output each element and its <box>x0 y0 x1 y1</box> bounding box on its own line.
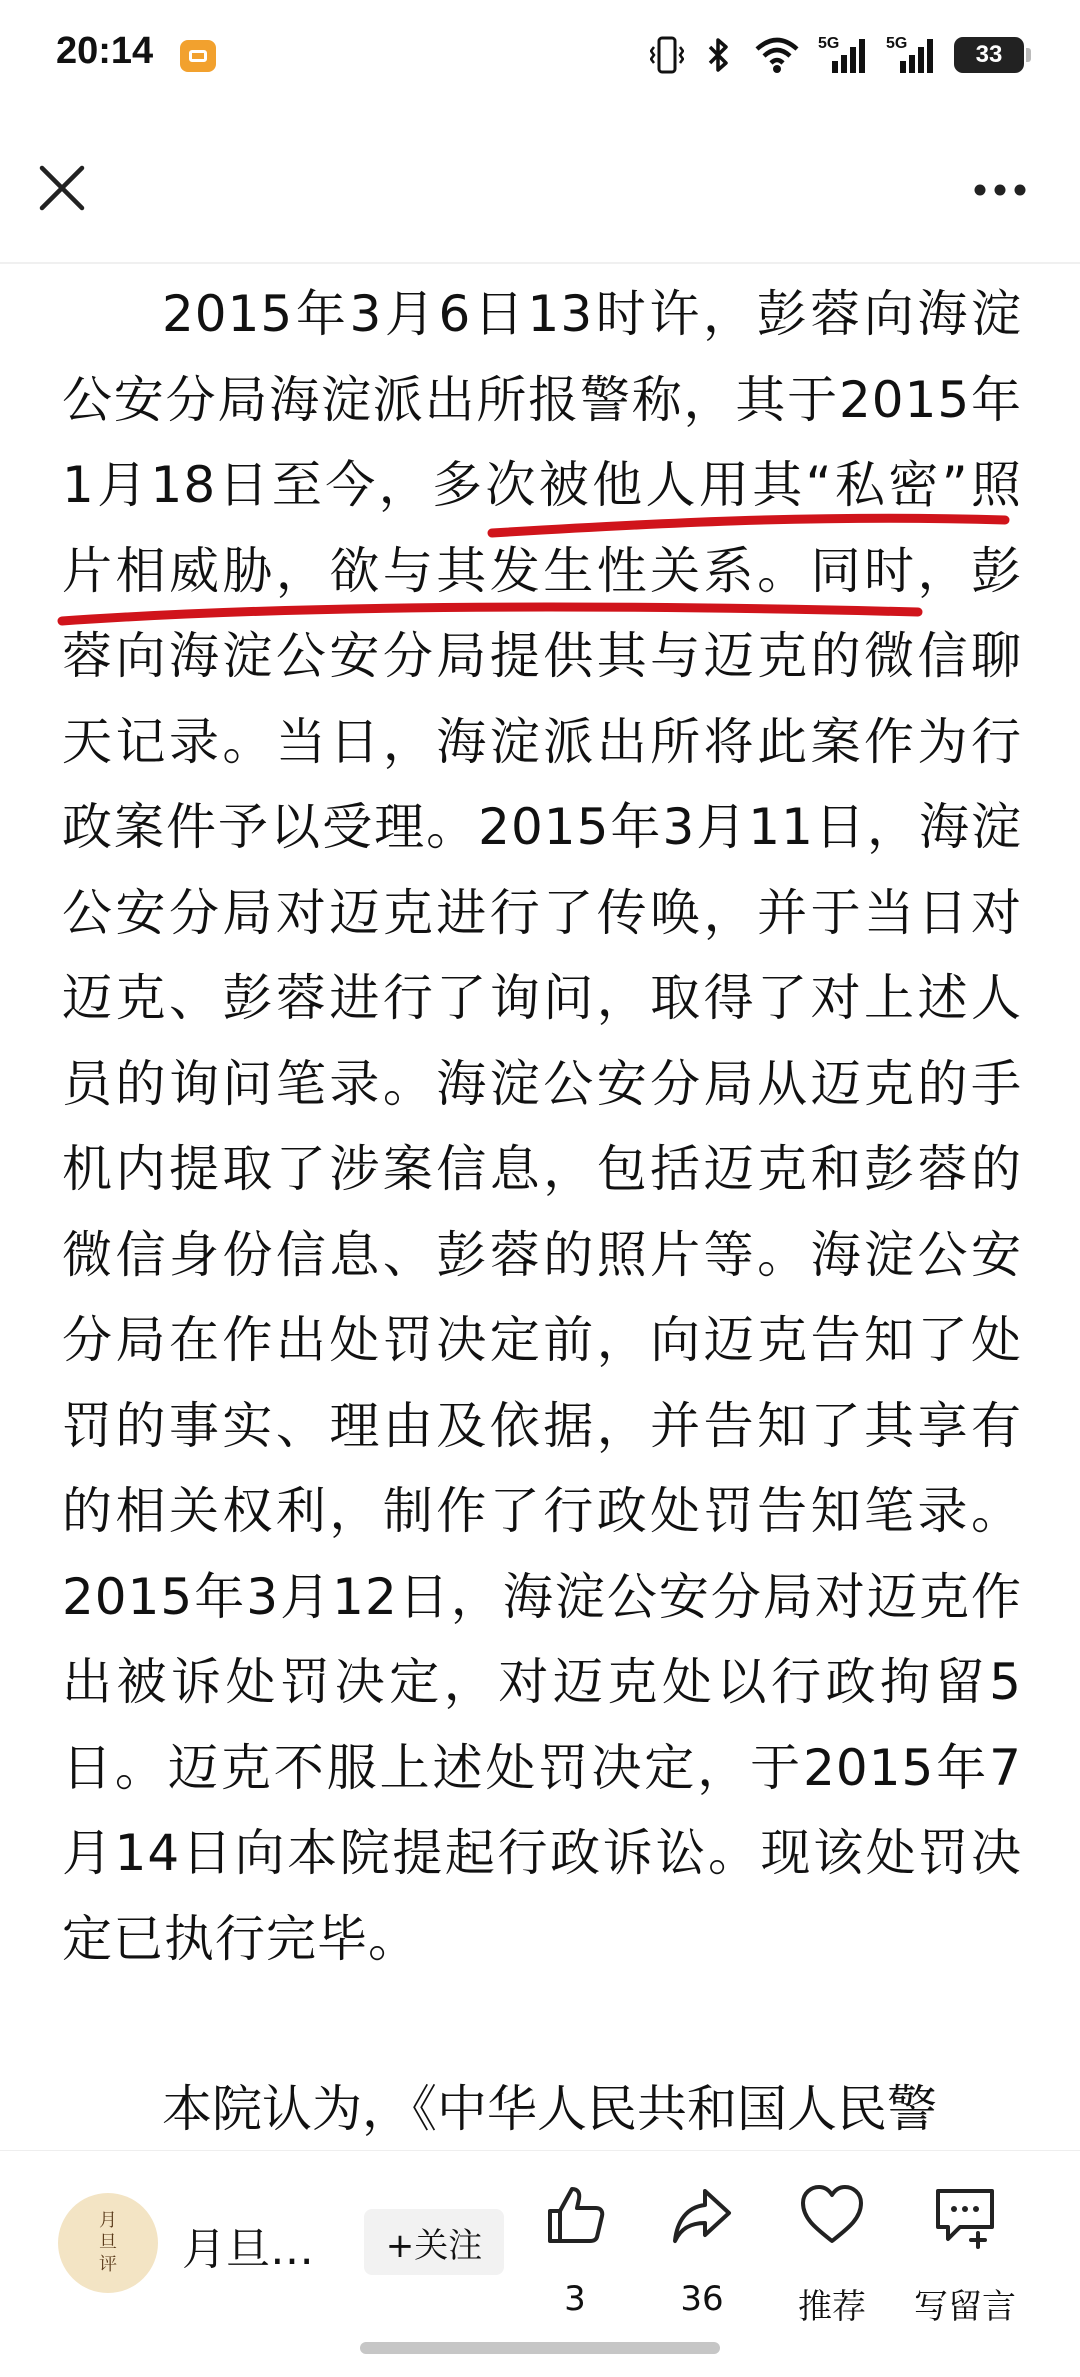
bluetooth-icon <box>702 35 736 75</box>
vibrate-icon <box>650 35 684 75</box>
system-icons <box>650 30 1024 80</box>
share-arrow-icon <box>667 2181 737 2251</box>
battery-icon <box>954 37 1024 73</box>
more-dots-icon <box>970 170 1030 210</box>
heart-icon <box>797 2181 867 2251</box>
share-count: 36 <box>680 2279 724 2319</box>
battery-level: 33 <box>975 41 1003 68</box>
author-name[interactable]: 月旦… <box>182 2224 314 2275</box>
wifi-icon <box>754 35 800 75</box>
article-body[interactable] <box>0 262 1080 2150</box>
article-paragraph-continuation: 本院认为，《中华人民共和国人民警 <box>162 2080 937 2138</box>
top-nav-bar <box>0 110 1080 260</box>
like-button[interactable] <box>515 2181 635 2331</box>
avatar-char: 评 <box>99 2254 117 2275</box>
more-options-button[interactable] <box>970 170 1030 210</box>
follow-button[interactable]: +关注 <box>364 2209 504 2275</box>
wallet-notification-icon <box>180 40 216 72</box>
like-count: 3 <box>564 2279 586 2319</box>
home-indicator[interactable] <box>360 2342 720 2354</box>
recommend-label: 推荐 <box>798 2287 866 2327</box>
network-type-label: 5G <box>886 35 908 52</box>
avatar-char: 旦 <box>99 2232 117 2253</box>
comment-add-icon <box>930 2181 1000 2251</box>
share-button[interactable] <box>642 2181 762 2331</box>
status-time: 20:14 <box>56 30 154 72</box>
write-comment-button[interactable] <box>900 2181 1030 2331</box>
status-bar <box>0 0 1080 110</box>
close-button[interactable] <box>34 160 90 216</box>
write-comment-label: 写留言 <box>914 2287 1016 2327</box>
close-icon <box>34 160 90 216</box>
signal-5g-icon-2 <box>886 35 936 75</box>
author-avatar[interactable] <box>58 2193 158 2293</box>
avatar-char: 月 <box>99 2210 117 2231</box>
network-type-label: 5G <box>818 35 840 52</box>
thumbs-up-icon <box>540 2181 610 2251</box>
recommend-button[interactable] <box>772 2181 892 2331</box>
signal-5g-icon-1 <box>818 35 868 75</box>
article-paragraph: 2015年3月6日13时许，彭蓉向海淀公安分局海淀派出所报警称，其于2015年1月18日至今，多次被他人用其“私密”照片相威胁，欲与其发生性关系。同时，彭蓉向海淀公安分局提供其与迈克的微信聊天记录。当日，海淀派出所将此案作为行政案件予以受理。2015年3月11日，海淀公安分局对迈克进行了传唤，并于当日对迈克、彭蓉进行了询问，取得了对上述人员的询问笔录。海淀公安分局从迈克的手机内提取了涉案信息，包括迈克和彭蓉的微信身份信息、彭蓉的照片等。海淀公安分局在作出处罚决定前，向迈克告知了处罚的事实、理由及依据，并告知了其享有的相关权利，制作了行政处罚告知笔录。2015年3月12日，海淀公安分局对迈克作出被诉处罚决定，对迈克处以行政拘留5日。迈克不服上述处罚决定，于2015年7月14日向本院提起行政诉讼。现该处罚决定已执行完毕。 <box>62 285 1022 1968</box>
